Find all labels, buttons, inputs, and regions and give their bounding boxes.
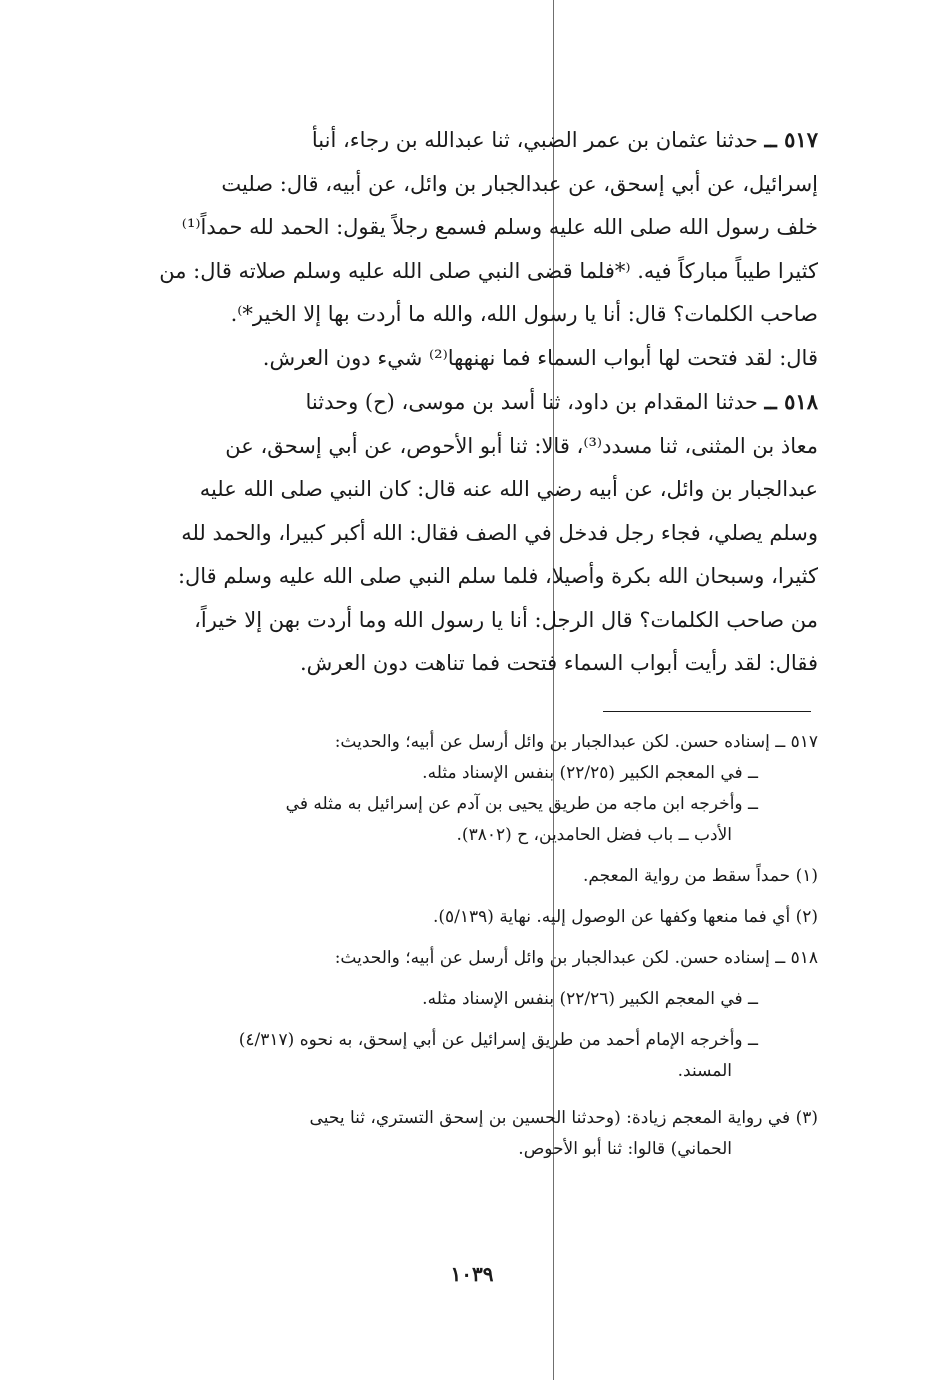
hadith-518-line-5: كثيرا، وسبحان الله بكرة وأصيلا، فلما سلم النبي صلى الله عليه وسلم قال: xyxy=(177,564,818,588)
hadith-517-line-4: كثيرا طيباً مباركاً فيه. ⁽*فلما قضى النبي صلى الله عليه وسلم صلاته قال: من xyxy=(159,258,818,283)
footnote-517-source-b-cont: الأدب ــ باب فضل الحامدين، ح (٣٨٠٢). xyxy=(456,825,732,845)
footnote-518-source-b: ــ وأخرجه الإمام أحمد من طريق إسرائيل عن أبي إسحق، به نحوه (٤/٣١٧) xyxy=(238,1030,758,1050)
footnote-517-source-a: ــ في المعجم الكبير (٢٢/٢٥) بنفس الإسناد مثله. xyxy=(422,763,758,783)
hadith-518-line-4: وسلم يصلي، فجاء رجل فدخل في الصف فقال: الله أكبر كبيرا، والحمد لله xyxy=(181,520,818,545)
hadith-518-line-2: معاذ بن المثنى، ثنا مسدد⁽³⁾، قالا: ثنا أبو الأحوص، عن أبي إسحق، عن xyxy=(225,433,818,458)
hadith-517-line-6: قال: لقد فتحت لها أبواب السماء فما نهنهها⁽²⁾ شيء دون العرش. xyxy=(262,345,818,370)
footnote-1: (١) حمداً سقط من رواية المعجم. xyxy=(582,866,818,886)
hadith-517-line-3: خلف رسول الله صلى الله عليه وسلم فسمع رجلاً يقول: الحمد لله حمداً⁽¹⁾ xyxy=(181,215,818,239)
hadith-517-line-2: إسرائيل، عن أبي إسحق، عن عبدالجبار بن وائل، عن أبيه، قال: صليت xyxy=(221,171,818,196)
footnote-3-cont: الحماني) قالوا: ثنا أبو الأحوص. xyxy=(518,1139,732,1159)
footnote-517-source-b: ــ وأخرجه ابن ماجه من طريق يحيى بن آدم عن إسرائيل به مثله في xyxy=(285,794,758,814)
hadith-517 xyxy=(112,118,818,380)
hadith-517-line-1: ٥١٧ ــ حدثنا عثمان بن عمر الضبي، ثنا عبدالله بن رجاء، أنبأ xyxy=(311,127,818,152)
page-number: ١٠٣٩ xyxy=(450,1262,494,1286)
hadith-517-number: ٥١٧ ــ xyxy=(764,127,818,152)
footnote-518-source-a: ــ في المعجم الكبير (٢٢/٢٦) بنفس الإسناد مثله. xyxy=(422,989,758,1009)
footnote-2: (٢) أي فما منعها وكفها عن الوصول إليه. نهاية (٥/١٣٩). xyxy=(432,907,818,927)
hadith-518-line-6: من صاحب الكلمات؟ قال الرجل: أنا يا رسول الله وما أردت بهن إلا خيراً، xyxy=(194,607,818,632)
hadith-518-line-1: ٥١٨ ــ حدثنا المقدام بن داود، ثنا أسد بن موسى، (ح) وحدثنا xyxy=(305,389,818,414)
footnote-3: (٣) في رواية المعجم زيادة: (وحدثنا الحسين بن إسحق التستري، ثنا يحيى xyxy=(309,1108,818,1128)
footnote-517-head: ٥١٧ ــ إسناده حسن. لكن عبدالجبار بن وائل أرسل عن أبيه؛ والحديث: xyxy=(334,732,818,752)
hadith-517-line-5: صاحب الكلمات؟ قال: أنا يا رسول الله، والله ما أردت بها إلا الخير*⁾. xyxy=(230,302,818,326)
main-text xyxy=(112,118,818,686)
footnote-518-head: ٥١٨ ــ إسناده حسن. لكن عبدالجبار بن وائل أرسل عن أبيه؛ والحديث: xyxy=(334,948,818,968)
footnotes xyxy=(112,727,818,1165)
hadith-518-number: ٥١٨ ــ xyxy=(764,389,818,414)
footnote-518-source-b-cont: المسند. xyxy=(677,1061,732,1081)
footnote-separator xyxy=(603,711,811,712)
hadith-518-line-7: فقال: لقد رأيت أبواب السماء فتحت فما تناهت دون العرش. xyxy=(299,651,818,675)
hadith-518-line-3: عبدالجبار بن وائل، عن أبيه رضي الله عنه قال: كان النبي صلى الله عليه xyxy=(199,477,818,501)
hadith-518 xyxy=(112,380,818,686)
